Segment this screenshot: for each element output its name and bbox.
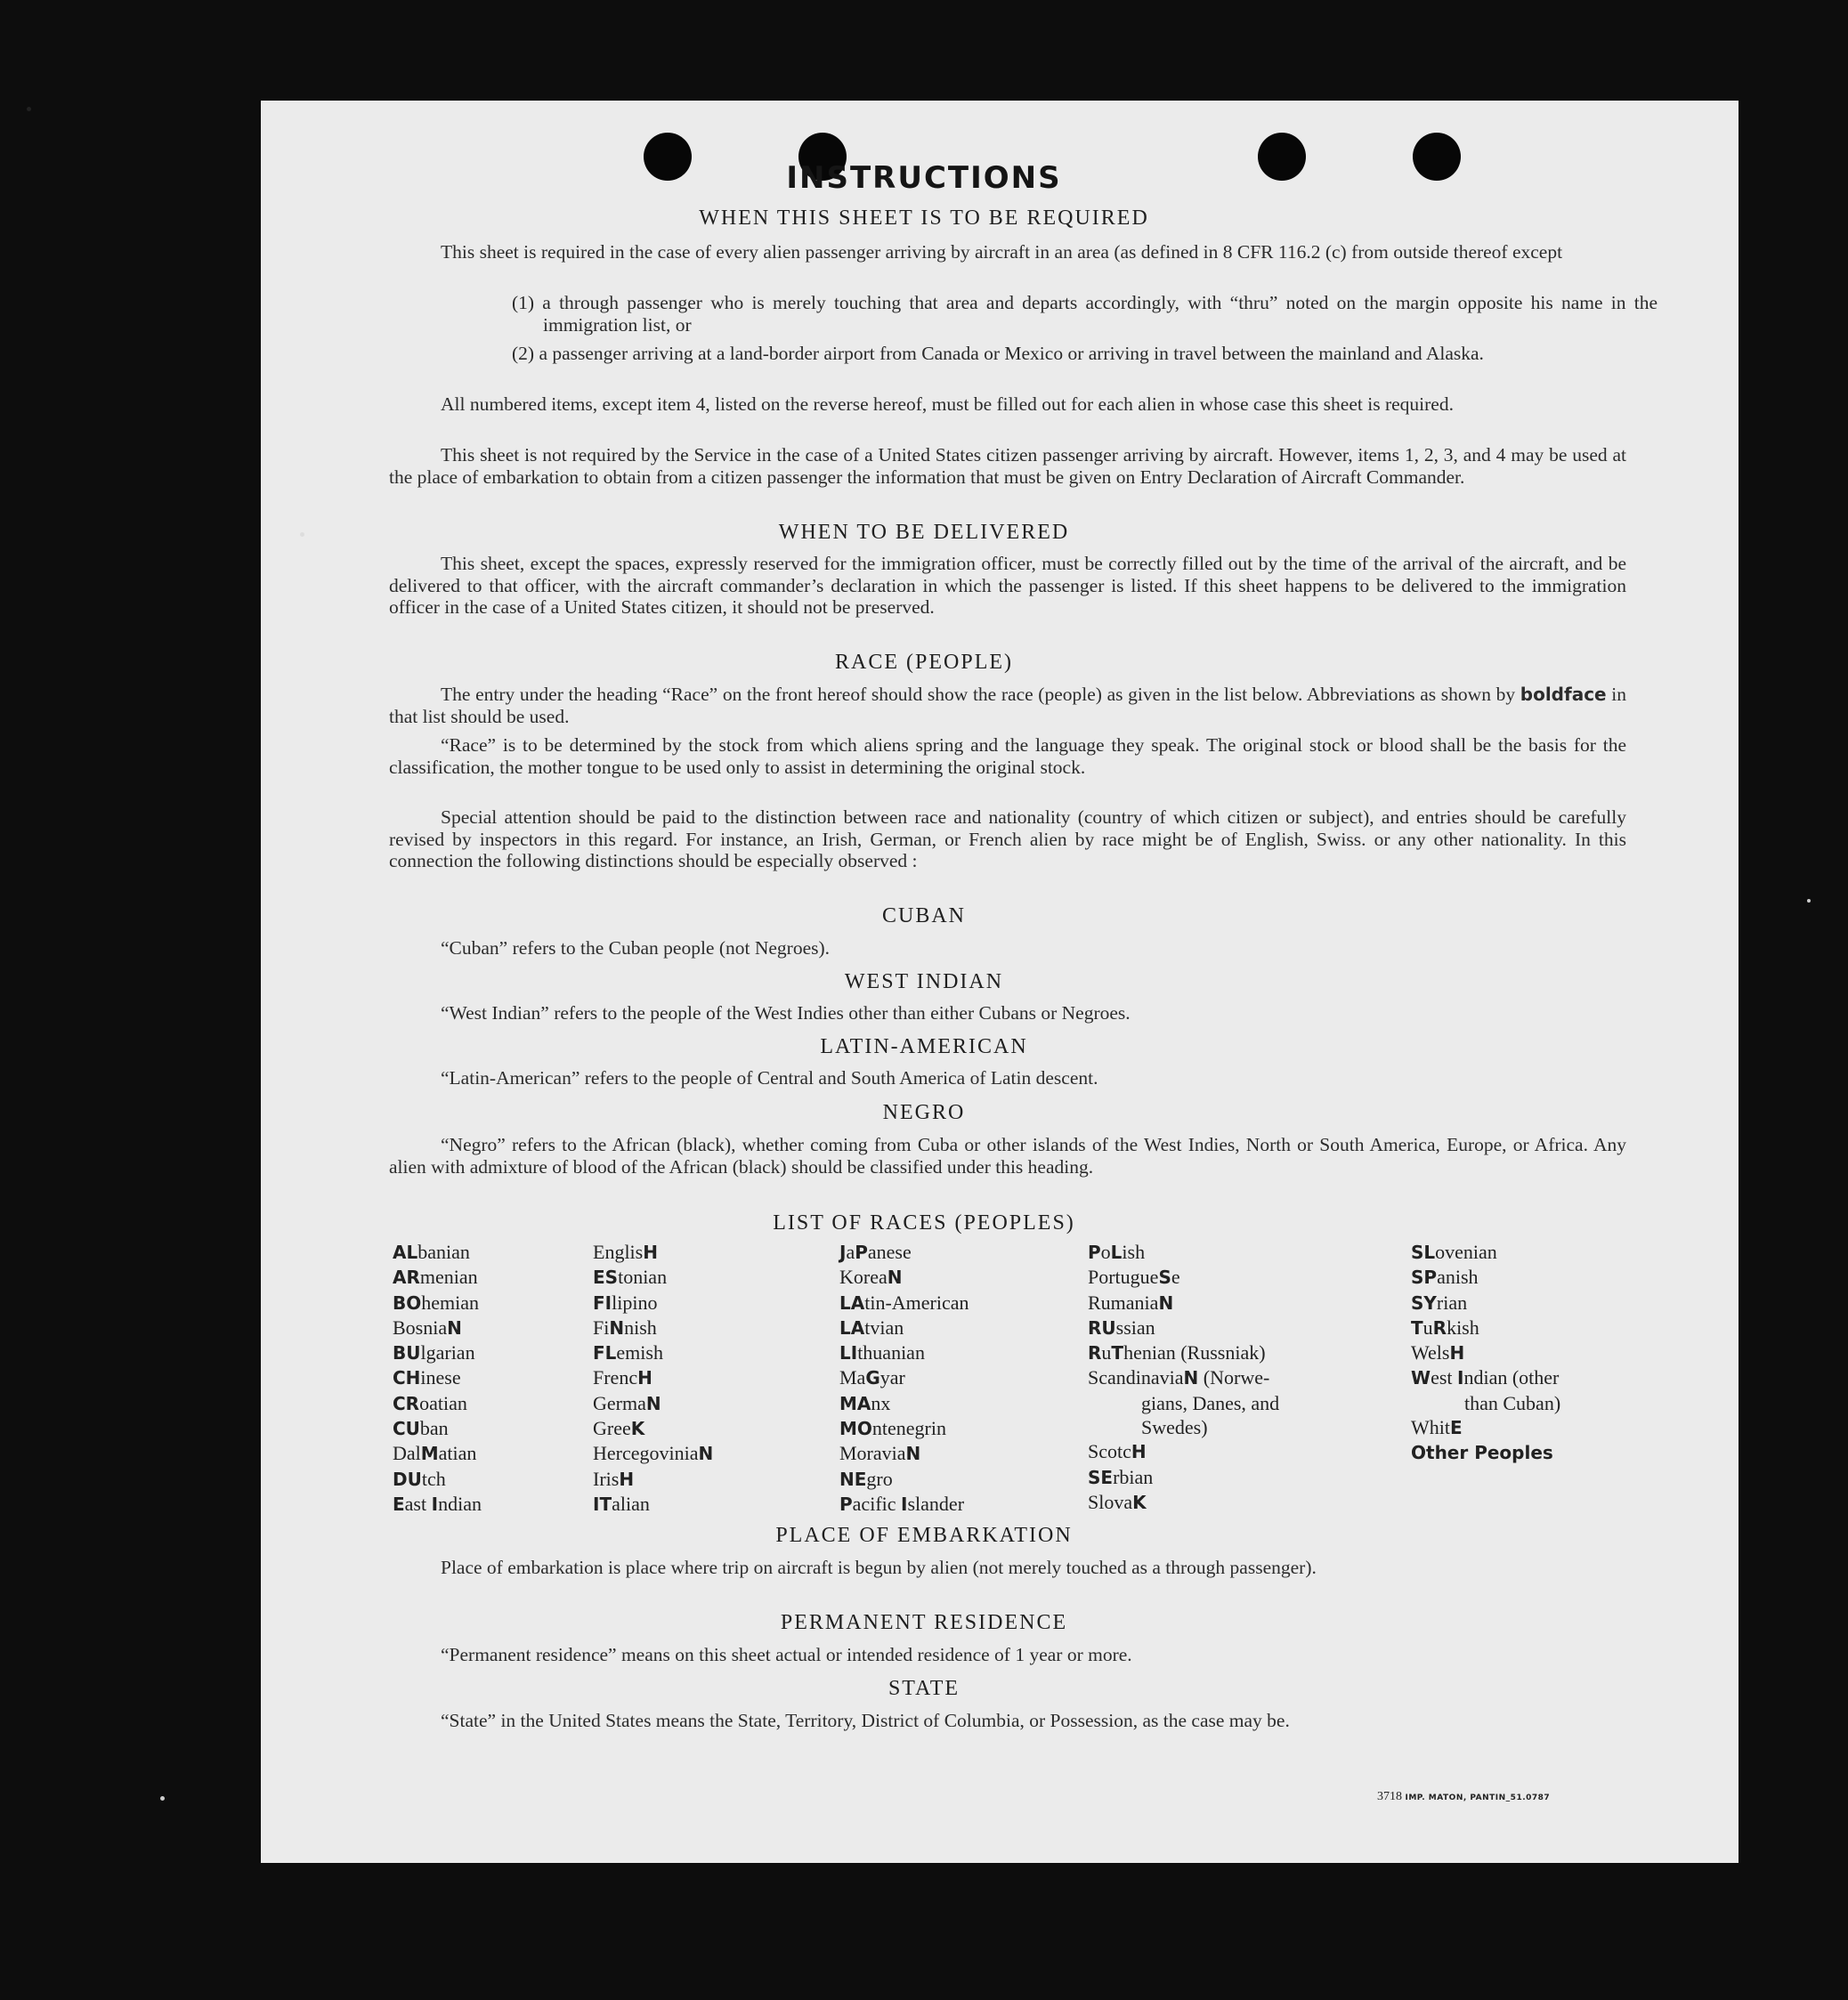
race-entry: [593, 1416, 713, 1441]
race-text: Portugue: [1088, 1266, 1159, 1289]
race-text: lgarian: [420, 1341, 475, 1364]
race-abbrev: N: [645, 1392, 661, 1414]
races-column: [393, 1240, 482, 1517]
race-text: Ma: [839, 1366, 866, 1389]
race-text: Swedes): [1141, 1416, 1208, 1439]
paragraph: All numbered items, except item 4, listed on the reverse hereof, must be filled out for each alien in whose case this sheet is required.: [441, 393, 1454, 415]
race-abbrev: W: [1411, 1367, 1431, 1389]
race-entry: [839, 1492, 969, 1517]
race-entry: [393, 1316, 482, 1340]
race-text: ovenian: [1435, 1241, 1497, 1263]
race-entry: [839, 1291, 969, 1316]
race-text: Scandinavia: [1088, 1366, 1184, 1389]
race-abbrev: H: [637, 1367, 652, 1389]
race-entry: [1411, 1365, 1560, 1390]
paragraph: [389, 684, 1626, 727]
race-abbrev: SE: [1088, 1466, 1114, 1488]
race-abbrev: SY: [1411, 1291, 1437, 1314]
paragraph-text: in that list should be used.: [389, 684, 1627, 727]
race-text: tonian: [618, 1266, 668, 1289]
race-abbrev: N: [905, 1443, 921, 1465]
section-heading: STATE: [888, 1677, 960, 1700]
race-text: thuanian: [857, 1341, 925, 1364]
section-heading: WHEN THIS SHEET IS TO BE REQUIRED: [699, 206, 1149, 230]
section-heading: CUBAN: [881, 904, 966, 927]
paragraph: “Negro” refers to the African (black), whether coming from Cuba or other islands of the West Indies, North or South America, Europe, or Africa. Any alien with admixture of blood of the African (black) should be classified under this heading.: [389, 1134, 1626, 1178]
race-entry: [1411, 1316, 1560, 1340]
paragraph: This sheet, except the spaces, expressly reserved for the immigration officer, must be correctly filled out by the time of the arrival of the aircraft, and be delivered to that officer, with the aircraft commander’s declaration in which the passenger is listed. If this sheet happens to be delivered to the immigration officer in the case of a United States citizen, it should not be preserved.: [389, 553, 1626, 618]
race-text: Fi: [593, 1316, 610, 1339]
race-entry: [1411, 1340, 1560, 1365]
race-text: gians, Danes, and: [1141, 1391, 1280, 1414]
race-text: ast: [404, 1492, 432, 1515]
race-text: Scotc: [1088, 1440, 1131, 1463]
race-abbrev: MA: [839, 1392, 871, 1414]
race-entry: [1411, 1265, 1560, 1290]
race-text: slander: [907, 1492, 965, 1515]
race-entry: [393, 1291, 482, 1316]
race-entry: [1411, 1415, 1560, 1440]
race-text: acific: [852, 1492, 902, 1515]
race-abbrev: E: [1450, 1417, 1463, 1439]
race-text: Hercegovinia: [593, 1442, 699, 1465]
race-text: anese: [867, 1241, 912, 1263]
race-abbrev: K: [630, 1418, 645, 1440]
race-text: ban: [419, 1417, 449, 1440]
race-abbrev: AR: [393, 1267, 420, 1289]
race-text: Whit: [1411, 1416, 1450, 1439]
race-abbrev: I: [901, 1493, 908, 1515]
race-entry: [1411, 1391, 1560, 1415]
race-abbrev: P: [855, 1242, 868, 1263]
race-entry: [593, 1365, 713, 1390]
race-abbrev: J: [839, 1242, 847, 1263]
race-text: Dal: [393, 1442, 421, 1465]
race-entry: [593, 1492, 713, 1517]
race-entry: [1088, 1316, 1279, 1340]
race-text: Rumania: [1088, 1291, 1159, 1314]
race-abbrev: SL: [1411, 1242, 1436, 1263]
paragraph: “State” in the United States means the State, Territory, District of Columbia, or Possession, as the case may be.: [441, 1710, 1290, 1731]
race-text: ssian: [1115, 1316, 1155, 1339]
race-abbrev: NE: [839, 1468, 867, 1490]
race-entry: [1411, 1240, 1560, 1265]
section-heading: RACE (PEOPLE): [835, 651, 1013, 674]
paragraph: “Race” is to be determined by the stock from which aliens spring and the language they speak. The original stock or blood shall be the basis for the classification, the mother tongue to be used only to assist in determining the original stock.: [389, 734, 1626, 778]
paragraph: Place of embarkation is place where trip on aircraft is begun by alien (not merely touched as a through passenger).: [441, 1557, 1317, 1578]
race-text: gro: [866, 1467, 893, 1490]
race-text: ndian (other: [1463, 1366, 1560, 1389]
race-abbrev: P: [839, 1493, 853, 1515]
race-abbrev: SP: [1411, 1267, 1438, 1289]
race-entry: [839, 1265, 969, 1290]
boldface-word: boldface: [1520, 684, 1607, 705]
race-entry: [1088, 1240, 1279, 1265]
race-entry: [1088, 1465, 1279, 1490]
race-entry: [1088, 1439, 1279, 1464]
race-text: Germa: [593, 1391, 646, 1414]
race-abbrev: N: [447, 1316, 462, 1339]
race-abbrev: LA: [839, 1316, 865, 1339]
race-text: ish: [1122, 1241, 1146, 1263]
races-column: [1088, 1240, 1279, 1515]
races-column: [593, 1240, 713, 1517]
race-entry: [1088, 1490, 1279, 1515]
section-heading: PERMANENT RESIDENCE: [780, 1611, 1068, 1634]
race-abbrev: S: [1158, 1267, 1171, 1289]
race-text: tvian: [864, 1316, 904, 1339]
race-entry: [839, 1340, 969, 1365]
race-text: ndian: [438, 1492, 482, 1515]
race-abbrev: R: [1088, 1342, 1102, 1364]
race-entry: [593, 1467, 713, 1492]
race-entry: [593, 1340, 713, 1365]
race-abbrev: DU: [393, 1468, 422, 1490]
race-entry: [1088, 1340, 1279, 1365]
race-abbrev: LA: [839, 1291, 865, 1314]
section-heading: PLACE OF EMBARKATION: [775, 1524, 1073, 1547]
race-abbrev: BU: [393, 1342, 421, 1364]
list-item: (1) a through passenger who is merely touching that area and departs accordingly, with “thru” noted on the margin opposite his name in the immigration list, or: [512, 292, 1658, 336]
race-abbrev: FL: [593, 1342, 617, 1364]
race-entry: [839, 1240, 969, 1265]
race-text: banian: [417, 1241, 470, 1263]
race-text: Korea: [839, 1266, 888, 1289]
race-entry: [393, 1265, 482, 1290]
race-abbrev: IT: [593, 1493, 612, 1515]
race-entry: [1411, 1440, 1560, 1465]
race-text: est: [1431, 1366, 1458, 1389]
race-text: yar: [879, 1366, 905, 1389]
race-entry: [839, 1441, 969, 1466]
race-entry: [1088, 1365, 1279, 1390]
race-abbrev: R: [1432, 1316, 1447, 1339]
section-heading: LATIN-AMERICAN: [820, 1035, 1028, 1058]
race-text: than Cuban): [1464, 1391, 1561, 1414]
race-entry: [593, 1441, 713, 1466]
race-text: Englis: [593, 1241, 644, 1263]
race-entry: [393, 1391, 482, 1416]
race-text: nx: [871, 1391, 891, 1414]
race-abbrev: T: [1111, 1342, 1124, 1364]
race-text: u: [1422, 1316, 1433, 1339]
race-text: u: [1101, 1341, 1112, 1364]
race-text: tch: [421, 1467, 446, 1490]
section-heading: NEGRO: [882, 1101, 966, 1124]
race-abbrev: T: [1411, 1316, 1423, 1339]
race-abbrev: MO: [839, 1418, 872, 1440]
race-text: a: [846, 1241, 855, 1263]
race-abbrev: ES: [593, 1267, 619, 1289]
race-text: hemian: [421, 1291, 480, 1314]
race-entry: [1411, 1291, 1560, 1316]
paragraph: This sheet is not required by the Service in the case of a United States citizen passenger arriving by aircraft. However, items 1, 2, 3, and 4 may be used at the place of embarkation to obtain from a citizen passenger the information that must be given on Entry Declaration of Aircraft Commander.: [389, 444, 1626, 488]
race-entry: [393, 1340, 482, 1365]
paragraph: Special attention should be paid to the distinction between race and nationality (country of which citizen or subject), and entries should be carefully revised by inspectors in this regard. For instance, an Irish, German, or French alien by race might be of English, Swiss. or any other nationality. In this connection the following distinctions should be especially observed :: [389, 806, 1626, 871]
race-abbrev: N: [609, 1316, 625, 1339]
race-text: o: [1100, 1241, 1111, 1263]
race-abbrev: I: [431, 1493, 439, 1515]
race-text: rbian: [1113, 1465, 1154, 1488]
race-abbrev: CU: [393, 1418, 420, 1440]
race-entry: [839, 1416, 969, 1441]
race-abbrev: N: [1183, 1367, 1199, 1389]
race-text: Iris: [593, 1467, 620, 1490]
race-abbrev: H: [1131, 1441, 1147, 1463]
section-heading: WEST INDIAN: [844, 970, 1004, 993]
race-entry: [839, 1467, 969, 1492]
race-abbrev: N: [698, 1443, 714, 1465]
race-text: Moravia: [839, 1442, 906, 1465]
race-entry: [839, 1365, 969, 1390]
scan-speck: [27, 107, 31, 111]
scan-speck: [160, 1796, 165, 1801]
race-entry: [1088, 1291, 1279, 1316]
race-entry: [593, 1240, 713, 1265]
race-abbrev: P: [1088, 1242, 1101, 1263]
race-abbrev: N: [887, 1267, 903, 1289]
race-entry: [393, 1441, 482, 1466]
paragraph: “Latin-American” refers to the people of Central and South America of Latin descent.: [441, 1067, 1098, 1089]
race-abbrev: G: [865, 1367, 880, 1389]
race-entry: [593, 1316, 713, 1340]
race-text: Bosnia: [393, 1316, 448, 1339]
printer-name: IMP. MATON, PANTIN_51.0787: [1405, 1794, 1551, 1802]
race-entry: [1088, 1391, 1279, 1415]
page-title: INSTRUCTIONS: [786, 160, 1062, 196]
section-heading: WHEN TO BE DELIVERED: [778, 521, 1070, 544]
race-abbrev: K: [1132, 1491, 1147, 1513]
race-abbrev: BO: [393, 1291, 422, 1314]
race-text: Gree: [593, 1417, 631, 1440]
race-text: Wels: [1411, 1341, 1450, 1364]
race-abbrev: M: [420, 1443, 439, 1465]
race-text: inese: [420, 1366, 461, 1389]
form-number: 3718: [1377, 1790, 1402, 1803]
race-abbrev: LI: [839, 1342, 858, 1364]
race-abbrev: H: [643, 1242, 658, 1263]
scan-speck: [1807, 899, 1811, 903]
race-text: atian: [438, 1442, 477, 1465]
race-text: alian: [612, 1492, 650, 1515]
race-text: rian: [1436, 1291, 1468, 1314]
race-text: emish: [616, 1341, 663, 1364]
list-item: (2) a passenger arriving at a land-border airport from Canada or Mexico or arriving in travel between the mainland and Alaska.: [512, 343, 1484, 364]
race-abbrev: FI: [593, 1291, 612, 1314]
race-entry: [393, 1416, 482, 1441]
race-abbrev: I: [1457, 1367, 1464, 1389]
race-entry: [393, 1365, 482, 1390]
race-abbrev: H: [1449, 1342, 1465, 1364]
paragraph: This sheet is required in the case of every alien passenger arriving by aircraft in an area (as defined in 8 CFR 116.2 (c) from outside thereof except: [441, 241, 1563, 263]
race-abbrev: CH: [393, 1367, 421, 1389]
race-entry: [839, 1316, 969, 1340]
race-abbrev: H: [619, 1468, 635, 1490]
race-text: lipino: [612, 1291, 658, 1314]
paragraph: “Permanent residence” means on this sheet actual or intended residence of 1 year or more.: [441, 1644, 1132, 1665]
race-entry: [393, 1240, 482, 1265]
race-text: Frenc: [593, 1366, 638, 1389]
race-entry: [593, 1391, 713, 1416]
race-abbrev: E: [393, 1493, 405, 1515]
race-text: henian (Russniak): [1123, 1341, 1266, 1364]
races-column: [1411, 1240, 1560, 1466]
scan-speck: [300, 532, 304, 537]
race-text: anish: [1437, 1266, 1479, 1289]
race-text: Slova: [1088, 1490, 1133, 1513]
paragraph: “West Indian” refers to the people of the West Indies other than either Cubans or Negroes.: [441, 1002, 1131, 1024]
race-entry: [1088, 1415, 1279, 1439]
race-text: e: [1171, 1266, 1180, 1289]
race-abbrev: Other Peoples: [1411, 1442, 1553, 1464]
race-entry: [593, 1291, 713, 1316]
race-text: menian: [419, 1266, 478, 1289]
printer-imprint: [1377, 1790, 1550, 1804]
race-abbrev: AL: [393, 1242, 418, 1263]
race-entry: [593, 1265, 713, 1290]
race-entry: [839, 1391, 969, 1416]
race-abbrev: RU: [1088, 1316, 1116, 1339]
race-text: (Norwe-: [1198, 1366, 1270, 1389]
race-entry: [1088, 1265, 1279, 1290]
paragraph: “Cuban” refers to the Cuban people (not Negroes).: [441, 937, 831, 959]
race-entry: [393, 1492, 482, 1517]
races-column: [839, 1240, 969, 1517]
race-abbrev: N: [1158, 1291, 1174, 1314]
race-entry: [393, 1467, 482, 1492]
race-text: nish: [624, 1316, 657, 1339]
paragraph-text: The entry under the heading “Race” on the front hereof should show the race (people) as given in the list below. Abbreviations as shown by: [441, 684, 1516, 705]
race-text: oatian: [419, 1391, 467, 1414]
race-text: ntenegrin: [871, 1417, 946, 1440]
section-heading: LIST OF RACES (PEOPLES): [773, 1211, 1075, 1235]
race-abbrev: L: [1110, 1242, 1123, 1263]
race-text: kish: [1447, 1316, 1479, 1339]
race-text: tin-American: [864, 1291, 969, 1314]
race-abbrev: CR: [393, 1392, 420, 1414]
